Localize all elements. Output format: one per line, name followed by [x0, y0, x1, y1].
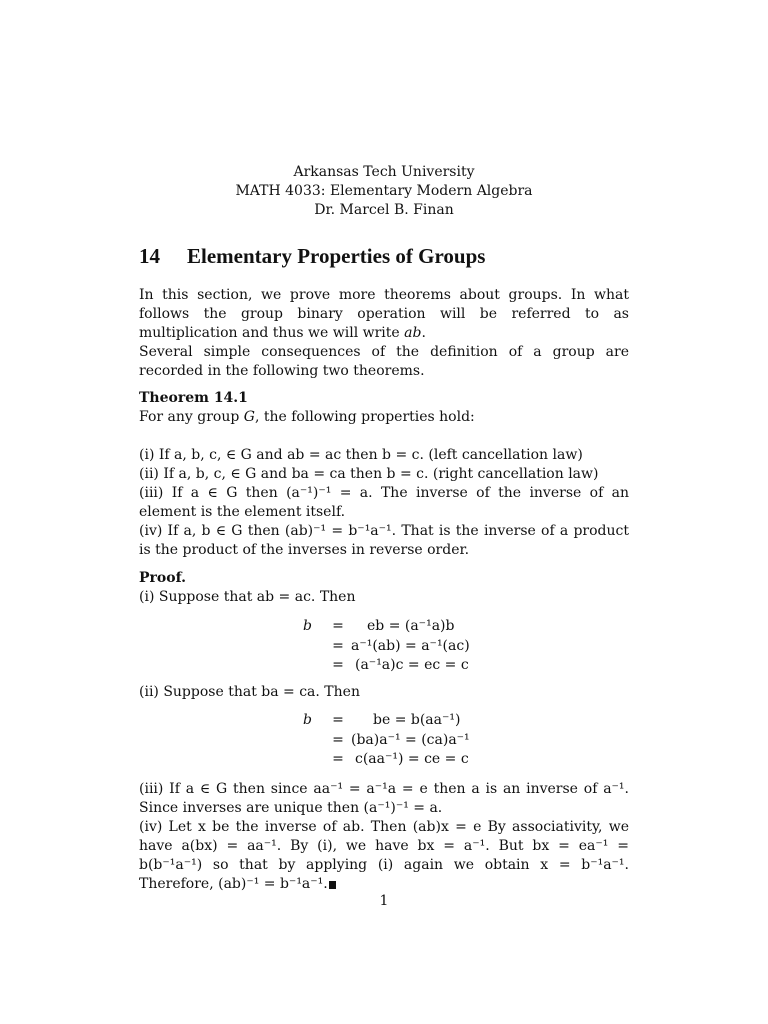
intro-math-ab: ab: [404, 325, 422, 341]
theorem-items: [139, 446, 629, 560]
author-name: Dr. Marcel B. Finan: [314, 202, 454, 218]
equation-block-2: [303, 711, 470, 770]
equation-rhs: eb = (a⁻¹a)b: [367, 618, 455, 634]
intro-text-1: In this section, we prove more theorems about groups. In what follows the group binary operation will be referred to as multiplication and thus we will write: [139, 287, 629, 341]
equation-row: [303, 711, 470, 731]
equation-block-1: [303, 617, 470, 676]
equation-rel: =: [332, 731, 344, 748]
equation-row: [303, 656, 470, 676]
equation-rhs: a⁻¹(ab) = a⁻¹(ac): [351, 637, 470, 654]
theorem-item-2: (ii) If a, b, c, ∈ G and ba = ca then b = c. (right cancellation law): [139, 466, 599, 482]
equation-rel: =: [332, 657, 344, 673]
proof-part1-intro: (i) Suppose that ab = ac. Then: [139, 589, 356, 605]
intro-text-2: Several simple consequences of the definition of a group are recorded in the following two theorems.: [139, 344, 629, 379]
equation-rel: =: [332, 637, 344, 654]
proof-part4-text: (iv) Let x be the inverse of ab. Then (ab)x = e By associativity, we have a(bx) = aa⁻¹. By (i), we have bx = a⁻¹. But bx = ea⁻¹ = b(b⁻¹a⁻¹) so that by applying (i) again we obtain x = b⁻¹a⁻¹. Therefore, (ab)⁻¹ = b⁻¹a⁻¹.: [139, 819, 629, 892]
equation-lhs: b: [303, 712, 312, 728]
equation-rhs: c(aa⁻¹) = ce = c: [355, 751, 469, 767]
equation-row: [303, 617, 470, 637]
theorem-title: Theorem 14.1: [139, 390, 248, 406]
proof-block: [139, 569, 629, 607]
intro-period: .: [421, 325, 426, 341]
proof-part2-intro: (ii) Suppose that ba = ca. Then: [139, 684, 360, 700]
section-heading: [139, 244, 485, 269]
equation-rhs: (ba)a⁻¹ = (ca)a⁻¹: [351, 731, 470, 748]
proof-part2: [139, 683, 629, 702]
equation-rhs: be = b(aa⁻¹): [373, 712, 461, 728]
qed-square-icon: [329, 881, 336, 889]
theorem-lead-b: , the following properties hold:: [254, 409, 475, 425]
theorem-item-3: (iii) If a ∈ G then (a⁻¹)⁻¹ = a. The inverse of the inverse of an element is the element itself.: [139, 485, 629, 520]
theorem-item-4: (iv) If a, b ∈ G then (ab)⁻¹ = b⁻¹a⁻¹. That is the inverse of a product is the product of the inverses in reverse order.: [139, 523, 629, 558]
course-title: MATH 4033: Elementary Modern Algebra: [235, 183, 533, 199]
theorem-lead-group: G: [243, 409, 255, 425]
theorem-lead: [139, 408, 629, 427]
proof-part4: [139, 818, 629, 894]
proof-part3: (iii) If a ∈ G then since aa⁻¹ = a⁻¹a = e then a is an inverse of a⁻¹. Since inverses are unique then (a⁻¹)⁻¹ = a.: [139, 781, 629, 816]
section-number: 14: [139, 244, 160, 268]
document-header: [0, 163, 768, 220]
equation-row: [303, 731, 470, 751]
institution-name: Arkansas Tech University: [293, 164, 475, 180]
equation-rhs: (a⁻¹a)c = ec = c: [355, 657, 469, 673]
page-number: 1: [379, 893, 389, 909]
equation-rel: =: [332, 751, 344, 767]
equation-lhs: b: [303, 618, 312, 634]
theorem-lead-a: For any group: [139, 409, 244, 425]
equation-rel: =: [332, 618, 344, 634]
equation-row: [303, 637, 470, 657]
theorem-item-1: (i) If a, b, c, ∈ G and ab = ac then b = c. (left cancellation law): [139, 447, 583, 463]
proof-parts-3-4: [139, 780, 629, 894]
intro-paragraph: [139, 286, 629, 381]
proof-title: Proof.: [139, 570, 186, 586]
section-title: Elementary Properties of Groups: [187, 244, 486, 268]
equation-rel: =: [332, 712, 344, 728]
equation-row: [303, 750, 470, 770]
theorem-block: [139, 389, 629, 427]
